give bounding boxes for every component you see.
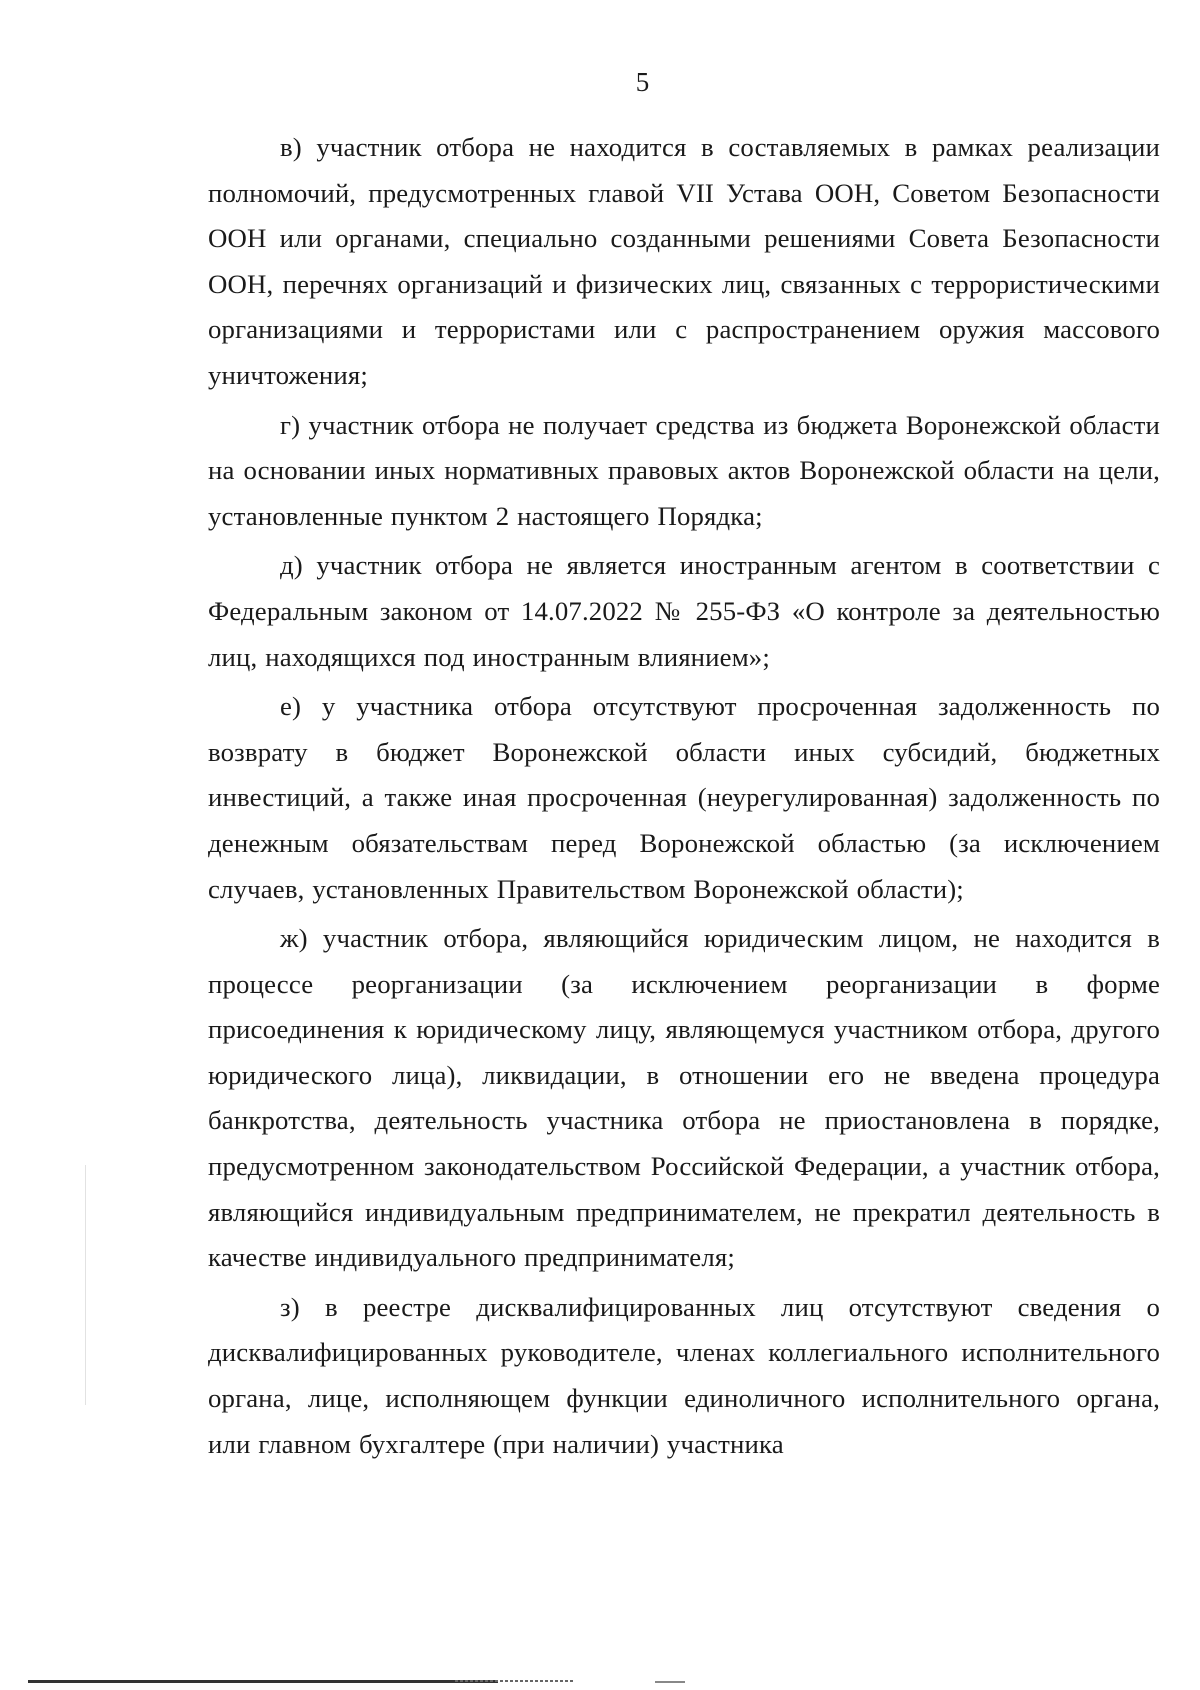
paragraph-e: е) у участника отбора отсутствуют просроченная задолженность по возврату в бюджет Воронежской области иных субсидий, бюджетных инвестиций, а также иная просроченная (неурегулированная) задолженность по денежным обязательствам перед Воронежской областью (за исключением случаев, установленных Правительством Воронежской области); [208,691,1160,904]
paragraph-g: г) участник отбора не получает средства из бюджета Воронежской области на основании иных нормативных правовых актов Воронежской области на цели, установленные пунктом 2 настоящего Порядка; [208,409,1160,531]
page-number: 5 [635,67,650,97]
scan-bottom-edge-dots [455,1680,575,1682]
paragraph-v: в) участник отбора не находится в составляемых в рамках реализации полномочий, предусмотренных главой VII Устава ООН, Советом Безопасности ООН или органами, специально созданными решениями Совета Безопасности ООН, перечнях организаций и физических лиц, связанных с террористическими организациями и террористами или с распространением оружия массового уничтожения; [208,132,1160,390]
scan-bottom-edge-line [28,1680,498,1683]
paragraph-zh: ж) участник отбора, являющийся юридическим лицом, не находится в процессе реорганизации (за исключением реорганизации в форме присоединения к юридическому лицу, являющемуся участником отбора, другого юридического лица), ликвидации, в отношении его не введена процедура банкротства, деятельность участника отбора не приостановлена в порядке, предусмотренном законодательством Российской Федерации, а участник отбора, являющийся индивидуальным предпринимателем, не прекратил деятельность в качестве индивидуального предпринимателя; [208,923,1160,1273]
scan-artifact-line [85,1165,86,1405]
scan-bottom-edge-mark [655,1681,685,1683]
paragraph-d: д) участник отбора не является иностранным агентом в соответствии с Федеральным законом от 14.07.2022 № 255-ФЗ «О контроле за деятельностью лиц, находящихся под иностранным влиянием»; [208,550,1160,672]
document-body [208,125,1160,1467]
paragraph-z: з) в реестре дисквалифицированных лиц отсутствуют сведения о дисквалифицированных руководителе, членах коллегиального исполнительного органа, лице, исполняющем функции единоличного исполнительного органа, или главном бухгалтере (при наличии) участника [208,1291,1160,1459]
